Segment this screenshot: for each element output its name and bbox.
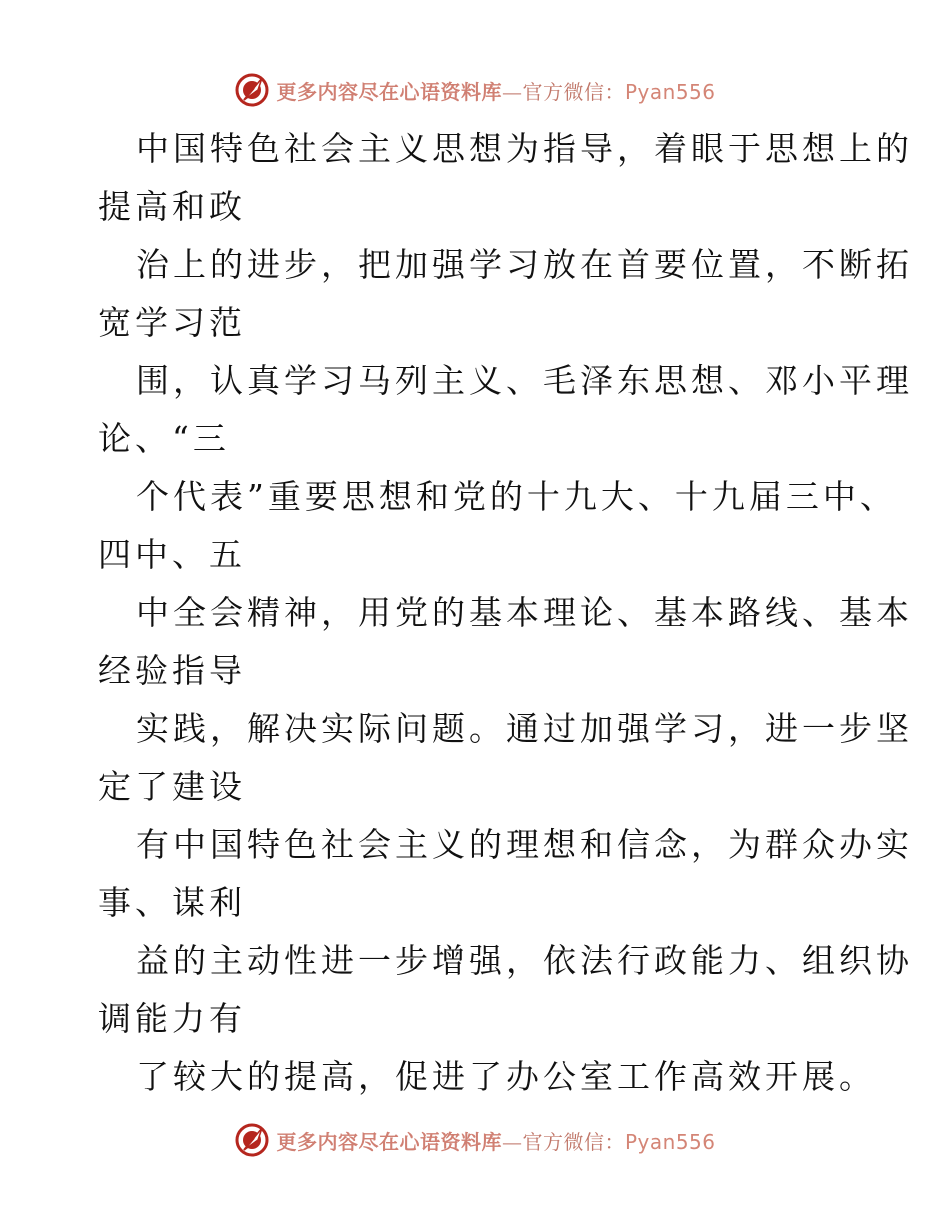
header-banner — [0, 70, 950, 110]
footer-wechat-id: Pyan556 — [624, 1129, 716, 1154]
body-line: 四中、五 — [98, 535, 246, 574]
footer-banner — [0, 1120, 950, 1160]
body-line: 益的主动性进一步增强，依法行政能力、组织协 — [136, 941, 913, 980]
body-line: 围，认真学习马列主义、毛泽东思想、邓小平理 — [136, 361, 913, 400]
header-dash: — — [501, 79, 523, 104]
body-line: 个代表”重要思想和党的十九大、十九届三中、 — [136, 477, 897, 516]
body-line: 中国特色社会主义思想为指导，着眼于思想上的 — [136, 129, 913, 168]
footer-dash: — — [501, 1129, 523, 1154]
document-body — [98, 120, 913, 1106]
quill-logo-icon — [234, 1122, 270, 1158]
body-line: 经验指导 — [98, 651, 246, 690]
header-text — [276, 76, 715, 105]
body-line: 有中国特色社会主义的理想和信念，为群众办实 — [136, 825, 913, 864]
body-line: 论、“三 — [98, 419, 230, 458]
body-line: 提高和政 — [98, 187, 246, 226]
body-line: 宽学习范 — [98, 303, 246, 342]
header-brand: 更多内容尽在心语资料库 — [276, 79, 502, 104]
body-line: 中全会精神，用党的基本理论、基本路线、基本 — [136, 593, 913, 632]
footer-brand: 更多内容尽在心语资料库 — [276, 1129, 502, 1154]
body-line: 调能力有 — [98, 999, 246, 1038]
body-line: 实践，解决实际问题。通过加强学习，进一步坚 — [136, 709, 913, 748]
quill-logo-icon — [234, 72, 270, 108]
body-line: 治上的进步，把加强学习放在首要位置，不断拓 — [136, 245, 913, 284]
body-line: 定了建设 — [98, 767, 246, 806]
footer-official-label: 官方微信： — [522, 1129, 625, 1154]
header-wechat-id: Pyan556 — [624, 79, 716, 104]
header-official-label: 官方微信： — [522, 79, 625, 104]
body-line: 事、谋利 — [98, 883, 246, 922]
footer-text — [276, 1126, 715, 1155]
body-line: 了较大的提高，促进了办公室工作高效开展。 — [136, 1057, 876, 1096]
